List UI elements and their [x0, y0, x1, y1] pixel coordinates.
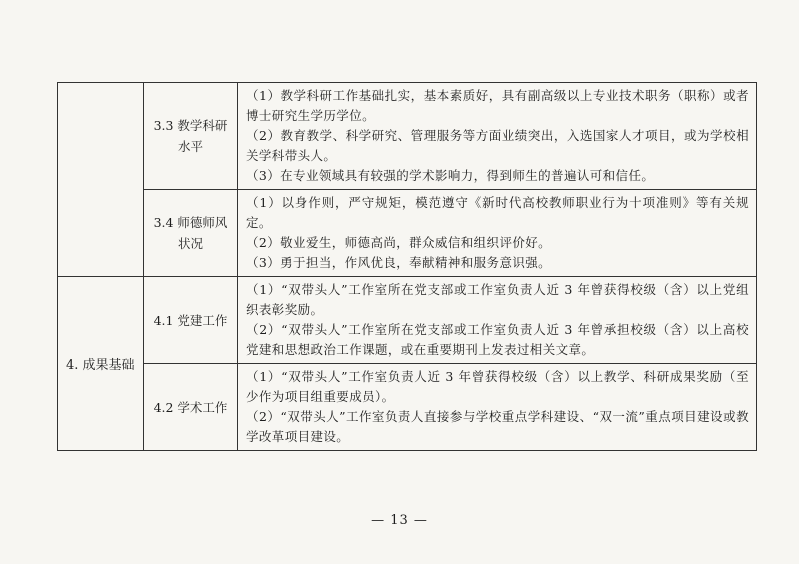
criterion-item: （2）“双带头人”工作室所在党支部或工作室负责人近 3 年曾承担校级（含）以上高校党建和思想政治工作课题，或在重要期刊上发表过相关文章。: [246, 322, 749, 357]
criteria-cell: [238, 83, 757, 190]
criteria-cell: [238, 364, 757, 451]
criterion-item: （1）“双带头人”工作室负责人近 3 年曾获得校级（含）以上教学、科研成果奖励（至少作为项目组重要成员）。: [246, 369, 749, 404]
criterion-item: （3）在专业领域具有较强的学术影响力，得到师生的普遍认可和信任。: [246, 168, 655, 183]
criteria-cell: [238, 277, 757, 364]
subcategory-cell: [144, 364, 238, 451]
subcategory-label: 状况: [177, 236, 203, 251]
criterion-item: （2）“双带头人”工作室负责人直接参与学校重点学科建设、“双一流”重点项目建设或教学改革项目建设。: [246, 409, 749, 444]
criterion-item: （3）勇于担当，作风优良，奉献精神和服务意识强。: [246, 255, 552, 270]
criteria-table: [57, 82, 757, 451]
criterion-item: （2）教育教学、科学研究、管理服务等方面业绩突出，入选国家人才项目，或为学校相关学科带头人。: [246, 128, 749, 163]
subcategory-label: 4.2 学术工作: [153, 399, 228, 415]
criterion-item: （2）敬业爱生，师德高尚，群众威信和组织评价好。: [246, 235, 552, 250]
subcategory-label: 4.1 党建工作: [153, 312, 228, 328]
table-row: [58, 364, 757, 451]
criterion-item: （1）以身作则，严守规矩，模范遵守《新时代高校教师职业行为十项准则》等有关规定。: [246, 195, 749, 230]
subcategory-cell: [144, 190, 238, 277]
subcategory-cell: [144, 277, 238, 364]
table-row: [58, 190, 757, 277]
table-row: [58, 277, 757, 364]
category-cell: [58, 83, 144, 277]
subcategory-label: 3.4 师德师风: [153, 215, 228, 230]
subcategory-cell: [144, 83, 238, 190]
category-cell: 4. 成果基础: [58, 277, 144, 451]
table-row: [58, 83, 757, 190]
page-number: — 13 —: [371, 513, 428, 528]
criterion-item: （1）教学科研工作基础扎实，基本素质好，具有副高级以上专业技术职务（职称）或者博士研究生学历学位。: [246, 88, 749, 123]
subcategory-label: 3.3 教学科研: [153, 118, 228, 133]
criterion-item: （1）“双带头人”工作室所在党支部或工作室负责人近 3 年曾获得校级（含）以上党组织表彰奖励。: [246, 282, 749, 317]
subcategory-label: 水平: [177, 139, 203, 154]
criteria-cell: [238, 190, 757, 277]
